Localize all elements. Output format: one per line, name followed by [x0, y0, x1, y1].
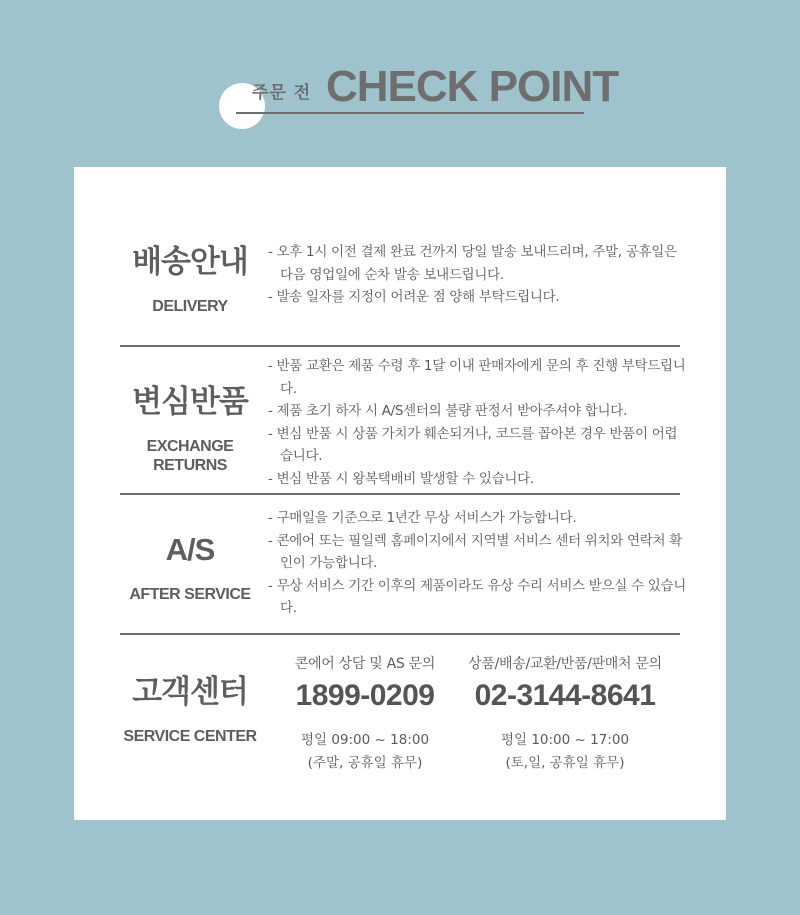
contact-phone[interactable]: 1899-0209	[295, 679, 435, 712]
section-heading	[120, 675, 260, 746]
divider	[120, 493, 680, 495]
divider	[120, 345, 680, 347]
contact-seller	[450, 653, 680, 775]
header	[0, 0, 800, 160]
list-item: - 콘에어 또는 필일렉 홈페이지에서 지역별 서비스 센터 위치와 연락처 확인이 가능합니다.	[268, 532, 682, 571]
section-title: 변심반품	[132, 384, 248, 419]
section-subtitle: AFTER SERVICE	[129, 586, 251, 604]
section-items	[268, 241, 688, 309]
section-title: 배송안내	[132, 244, 248, 279]
list-item: - 제품 초기 하자 시 A/S센터의 불량 판정서 받아주셔야 합니다.	[268, 403, 627, 419]
section-after-service	[120, 507, 686, 627]
contact-hours-line: 평일 09:00 ~ 18:00	[300, 732, 430, 748]
contact-conair	[250, 653, 480, 775]
list-item: - 구매일을 기준으로 1년간 무상 서비스가 가능합니다.	[268, 510, 577, 526]
section-subtitle: EXCHANGE RETURNS	[146, 438, 234, 475]
section-delivery	[120, 237, 680, 337]
section-heading	[120, 245, 260, 316]
list-item: - 변심 반품 시 상품 가치가 훼손되거나, 코드를 꼽아본 경우 반품이 어렵습니다.	[268, 425, 678, 464]
list-item: - 오후 1시 이전 결제 완료 건까지 당일 발송 보내드리며, 주말, 공휴일은 다음 영업일에 순차 발송 보내드립니다.	[268, 244, 677, 283]
section-title: A/S	[165, 532, 215, 567]
contact-label: 상품/배송/교환/반품/판매처 문의	[468, 656, 662, 672]
contact-hours	[250, 729, 480, 775]
contact-hours-line: 평일 10:00 ~ 17:00	[500, 732, 630, 748]
divider	[120, 633, 680, 635]
section-heading	[120, 385, 260, 475]
section-subtitle: SERVICE CENTER	[123, 728, 257, 746]
list-item: - 발송 일자를 지정이 어려운 점 양해 부탁드립니다.	[268, 289, 560, 305]
section-subtitle: DELIVERY	[152, 298, 228, 316]
list-item: - 반품 교환은 제품 수령 후 1달 이내 판매자에게 문의 후 진행 부탁드립니다.	[268, 358, 686, 397]
contact-label: 콘에어 상담 및 AS 문의	[294, 656, 436, 672]
contact-hours-note: (주말, 공휴일 휴무)	[307, 755, 423, 771]
header-underline	[236, 112, 584, 114]
contact-hours-note: (토,일, 공휴일 휴무)	[505, 755, 625, 771]
info-card	[74, 167, 726, 820]
header-subtitle: 주문 전	[252, 83, 312, 103]
section-service-center	[120, 647, 680, 797]
contact-hours	[450, 729, 680, 775]
section-heading	[120, 533, 260, 604]
list-item: - 무상 서비스 기간 이후의 제품이라도 유상 수리 서비스 받으실 수 있습니다.	[268, 577, 686, 616]
contact-phone[interactable]: 02-3144-8641	[474, 679, 656, 712]
section-items	[268, 507, 688, 620]
section-title: 고객센터	[132, 674, 248, 709]
section-returns	[120, 355, 686, 490]
header-title: CHECK POINT	[326, 62, 619, 111]
list-item: - 변심 반품 시 왕복택배비 발생할 수 있습니다.	[268, 470, 534, 487]
section-items	[268, 355, 688, 490]
